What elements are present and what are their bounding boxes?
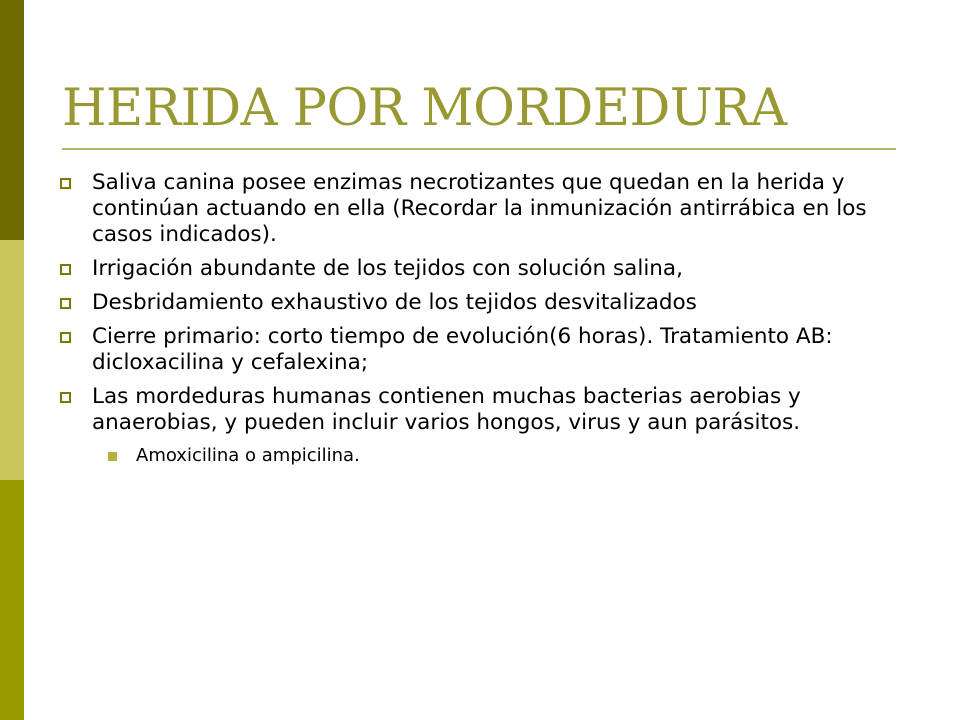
side-bar-middle-segment: [0, 240, 24, 480]
sub-bullet-item: [60, 444, 920, 468]
bullet-item: [60, 256, 920, 282]
slide-title: HERIDA POR MORDEDURA: [62, 79, 787, 138]
hollow-square-bullet-icon: [60, 332, 71, 343]
hollow-square-bullet-icon: [60, 264, 71, 275]
bullet-text: Irrigación abundante de los tejidos con solución salina,: [92, 256, 683, 281]
bullet-item: [60, 170, 920, 248]
bullet-item: [60, 290, 920, 316]
bullet-text: Cierre primario: corto tiempo de evolución(6 horas). Tratamiento AB: dicloxacilina y cefalexina;: [92, 324, 833, 375]
side-bar-top-segment: [0, 0, 24, 240]
hollow-square-bullet-icon: [60, 178, 71, 189]
hollow-square-bullet-icon: [60, 392, 71, 403]
bullet-item: [60, 324, 920, 376]
sub-bullet-text: Amoxicilina o ampicilina.: [136, 445, 360, 466]
bullet-text: Desbridamiento exhaustivo de los tejidos desvitalizados: [92, 290, 697, 315]
bullet-text: Las mordeduras humanas contienen muchas bacterias aerobias y anaerobias, y pueden incluir varios hongos, virus y aun parásitos.: [92, 384, 801, 435]
title-divider: [62, 148, 896, 150]
bullet-item: [60, 384, 920, 436]
side-bar-bottom-segment: [0, 480, 24, 720]
filled-square-bullet-icon: [108, 452, 117, 461]
bullet-list: [60, 170, 920, 468]
hollow-square-bullet-icon: [60, 298, 71, 309]
bullet-text: Saliva canina posee enzimas necrotizantes que quedan en la herida y continúan actuando en ella (Recordar la inmunización antirrábica en los casos indicados).: [92, 170, 867, 247]
